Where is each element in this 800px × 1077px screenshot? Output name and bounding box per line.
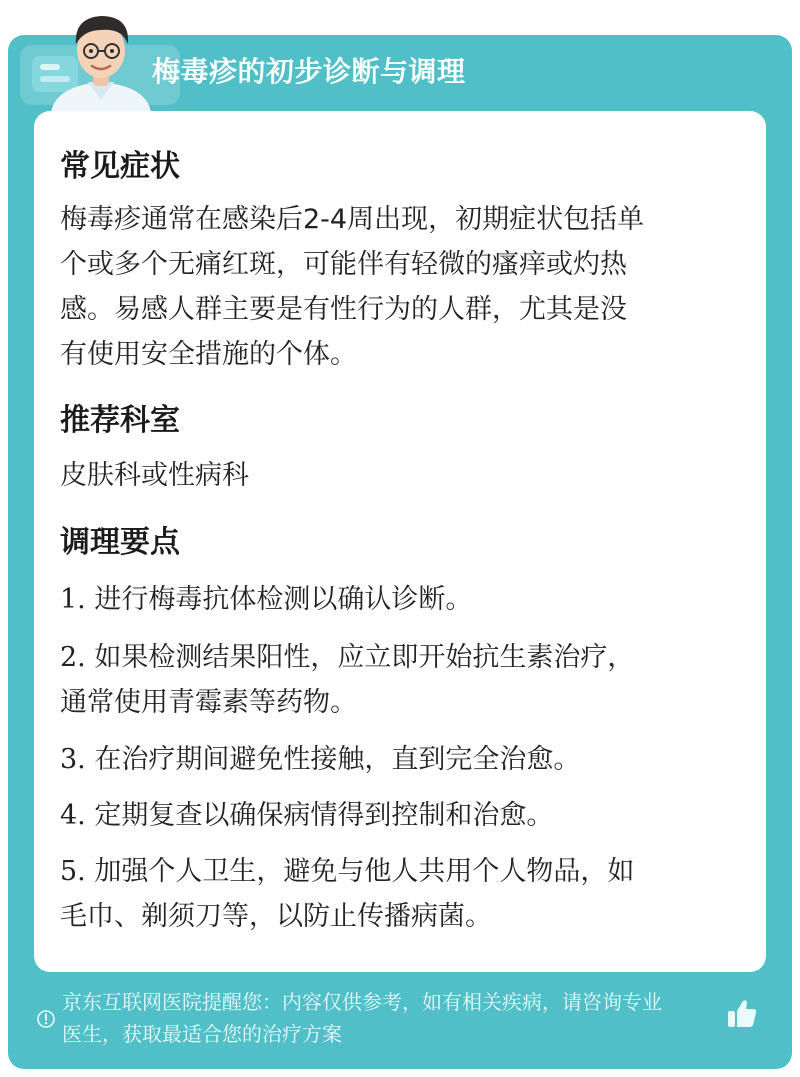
disclaimer-line: 医生，获取最适合您的治疗方案	[62, 1022, 342, 1046]
disclaimer-line: 京东互联网医院提醒您：内容仅供参考，如有相关疾病，请咨询专业	[62, 990, 662, 1014]
care-item-number: 3.	[60, 744, 86, 775]
symptoms-line: 个或多个无痛红斑，可能伴有轻微的瘙痒或灼热	[60, 249, 627, 280]
page-title: 梅毒疹的初步诊断与调理	[152, 55, 466, 88]
symptoms-line: 有使用安全措施的个体。	[60, 339, 357, 370]
care-item-number: 2.	[60, 642, 86, 673]
department-body: 皮肤科或性病科	[60, 460, 249, 491]
care-item	[60, 793, 746, 838]
care-item-text: 定期复查以确保病情得到控制和治愈。	[94, 800, 554, 831]
care-item-text: 在治疗期间避免性接触，直到完全治愈。	[94, 744, 581, 775]
symptoms-line: 梅毒疹通常在感染后2-4周出现，初期症状包括单	[60, 204, 645, 235]
care-item-number: 5.	[60, 856, 86, 887]
symptoms-line: 感。易感人群主要是有性行为的人群，尤其是没	[60, 294, 627, 325]
care-item-text: 毛巾、剃须刀等，以防止传播病菌。	[60, 901, 492, 932]
department-heading: 推荐科室	[60, 403, 180, 438]
care-item-text: 如果检测结果阳性，应立即开始抗生素治疗，	[94, 642, 635, 673]
care-item-text: 加强个人卫生，避免与他人共用个人物品，如	[94, 856, 635, 887]
care-item-text: 进行梅毒抗体检测以确认诊断。	[94, 584, 473, 615]
care-heading: 调理要点	[60, 525, 180, 560]
content-card	[34, 111, 766, 972]
care-item-text: 通常使用青霉素等药物。	[60, 687, 357, 718]
disclaimer	[62, 986, 732, 1050]
doctor-avatar	[46, 8, 156, 112]
care-item	[60, 737, 746, 782]
info-icon	[36, 1009, 56, 1029]
symptoms-heading: 常见症状	[60, 149, 180, 184]
care-item	[60, 849, 746, 939]
care-item	[60, 577, 746, 622]
thumbs-up-icon[interactable]	[724, 996, 760, 1032]
care-item-number: 1.	[60, 584, 86, 615]
care-item	[60, 635, 746, 725]
symptoms-body	[60, 197, 746, 377]
care-item-number: 4.	[60, 800, 86, 831]
